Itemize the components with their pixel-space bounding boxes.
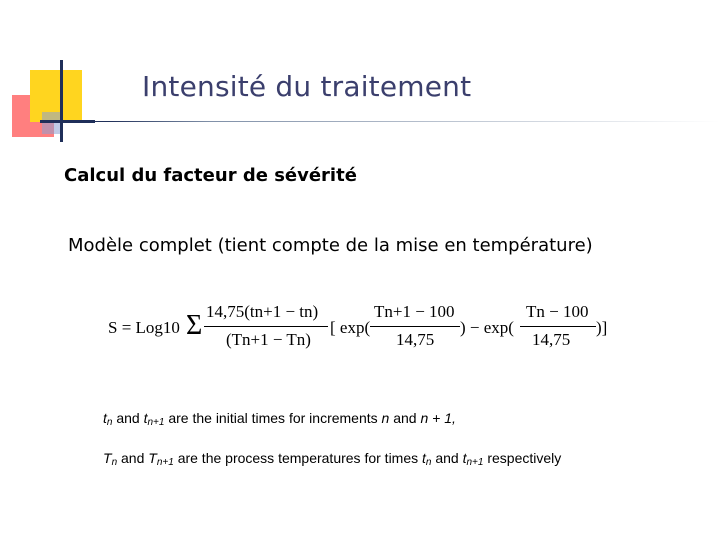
formula-den3: 14,75	[532, 330, 571, 349]
sub-n: n	[111, 457, 118, 468]
formula-mid: ) − exp(	[460, 318, 514, 337]
note-times	[103, 410, 456, 428]
var-n: n	[381, 410, 390, 426]
formula-den1: (Tn+1 − Tn)	[226, 330, 311, 349]
formula-lhs: S = Log10	[108, 318, 180, 337]
fraction-bar-3	[520, 326, 596, 327]
model-subtitle: Modèle complet (tient compte de la mise en température)	[68, 235, 593, 256]
slide-title: Intensité du traitement	[142, 70, 472, 103]
formula-den2: 14,75	[396, 330, 435, 349]
var-t-2: t	[462, 450, 467, 466]
formula-sigma: Σ	[186, 310, 203, 341]
var-t: t	[422, 450, 426, 466]
var-n1: n + 1,	[420, 410, 456, 426]
sub-n: n	[425, 457, 432, 468]
sub-n: n	[106, 417, 113, 428]
word-respectively: respectively	[487, 450, 562, 466]
formula-num2: Tn+1 − 100	[374, 302, 455, 321]
formula-bracket-open: [ exp(	[330, 318, 371, 337]
fraction-bar-2	[370, 326, 460, 327]
decorative-blue-square	[42, 112, 62, 134]
var-T-2: T	[148, 450, 157, 466]
word-and-2: and	[393, 410, 417, 426]
formula-bracket-close: )]	[596, 318, 608, 337]
severity-formula	[108, 302, 638, 362]
word-and: and	[121, 450, 145, 466]
note-times-rest: are the initial times for increments	[168, 410, 378, 426]
sub-n1: n+1	[147, 417, 165, 428]
note-temperatures-rest: are the process temperatures for times	[177, 450, 419, 466]
word-and: and	[116, 410, 140, 426]
formula-num3: Tn − 100	[526, 302, 589, 321]
fraction-bar-1	[204, 326, 328, 327]
var-T: T	[103, 450, 112, 466]
title-underline-accent	[40, 120, 95, 123]
title-underline	[40, 121, 720, 122]
sub-n1: n+1	[466, 457, 484, 468]
var-t-2: t	[143, 410, 148, 426]
word-and-2: and	[435, 450, 459, 466]
sub-n1: n+1	[156, 457, 174, 468]
decorative-vertical-line	[60, 60, 63, 142]
formula-num1: 14,75(tn+1 − tn)	[206, 302, 319, 321]
section-heading: Calcul du facteur de sévérité	[64, 165, 357, 186]
note-temperatures	[103, 450, 561, 468]
var-t: t	[103, 410, 107, 426]
